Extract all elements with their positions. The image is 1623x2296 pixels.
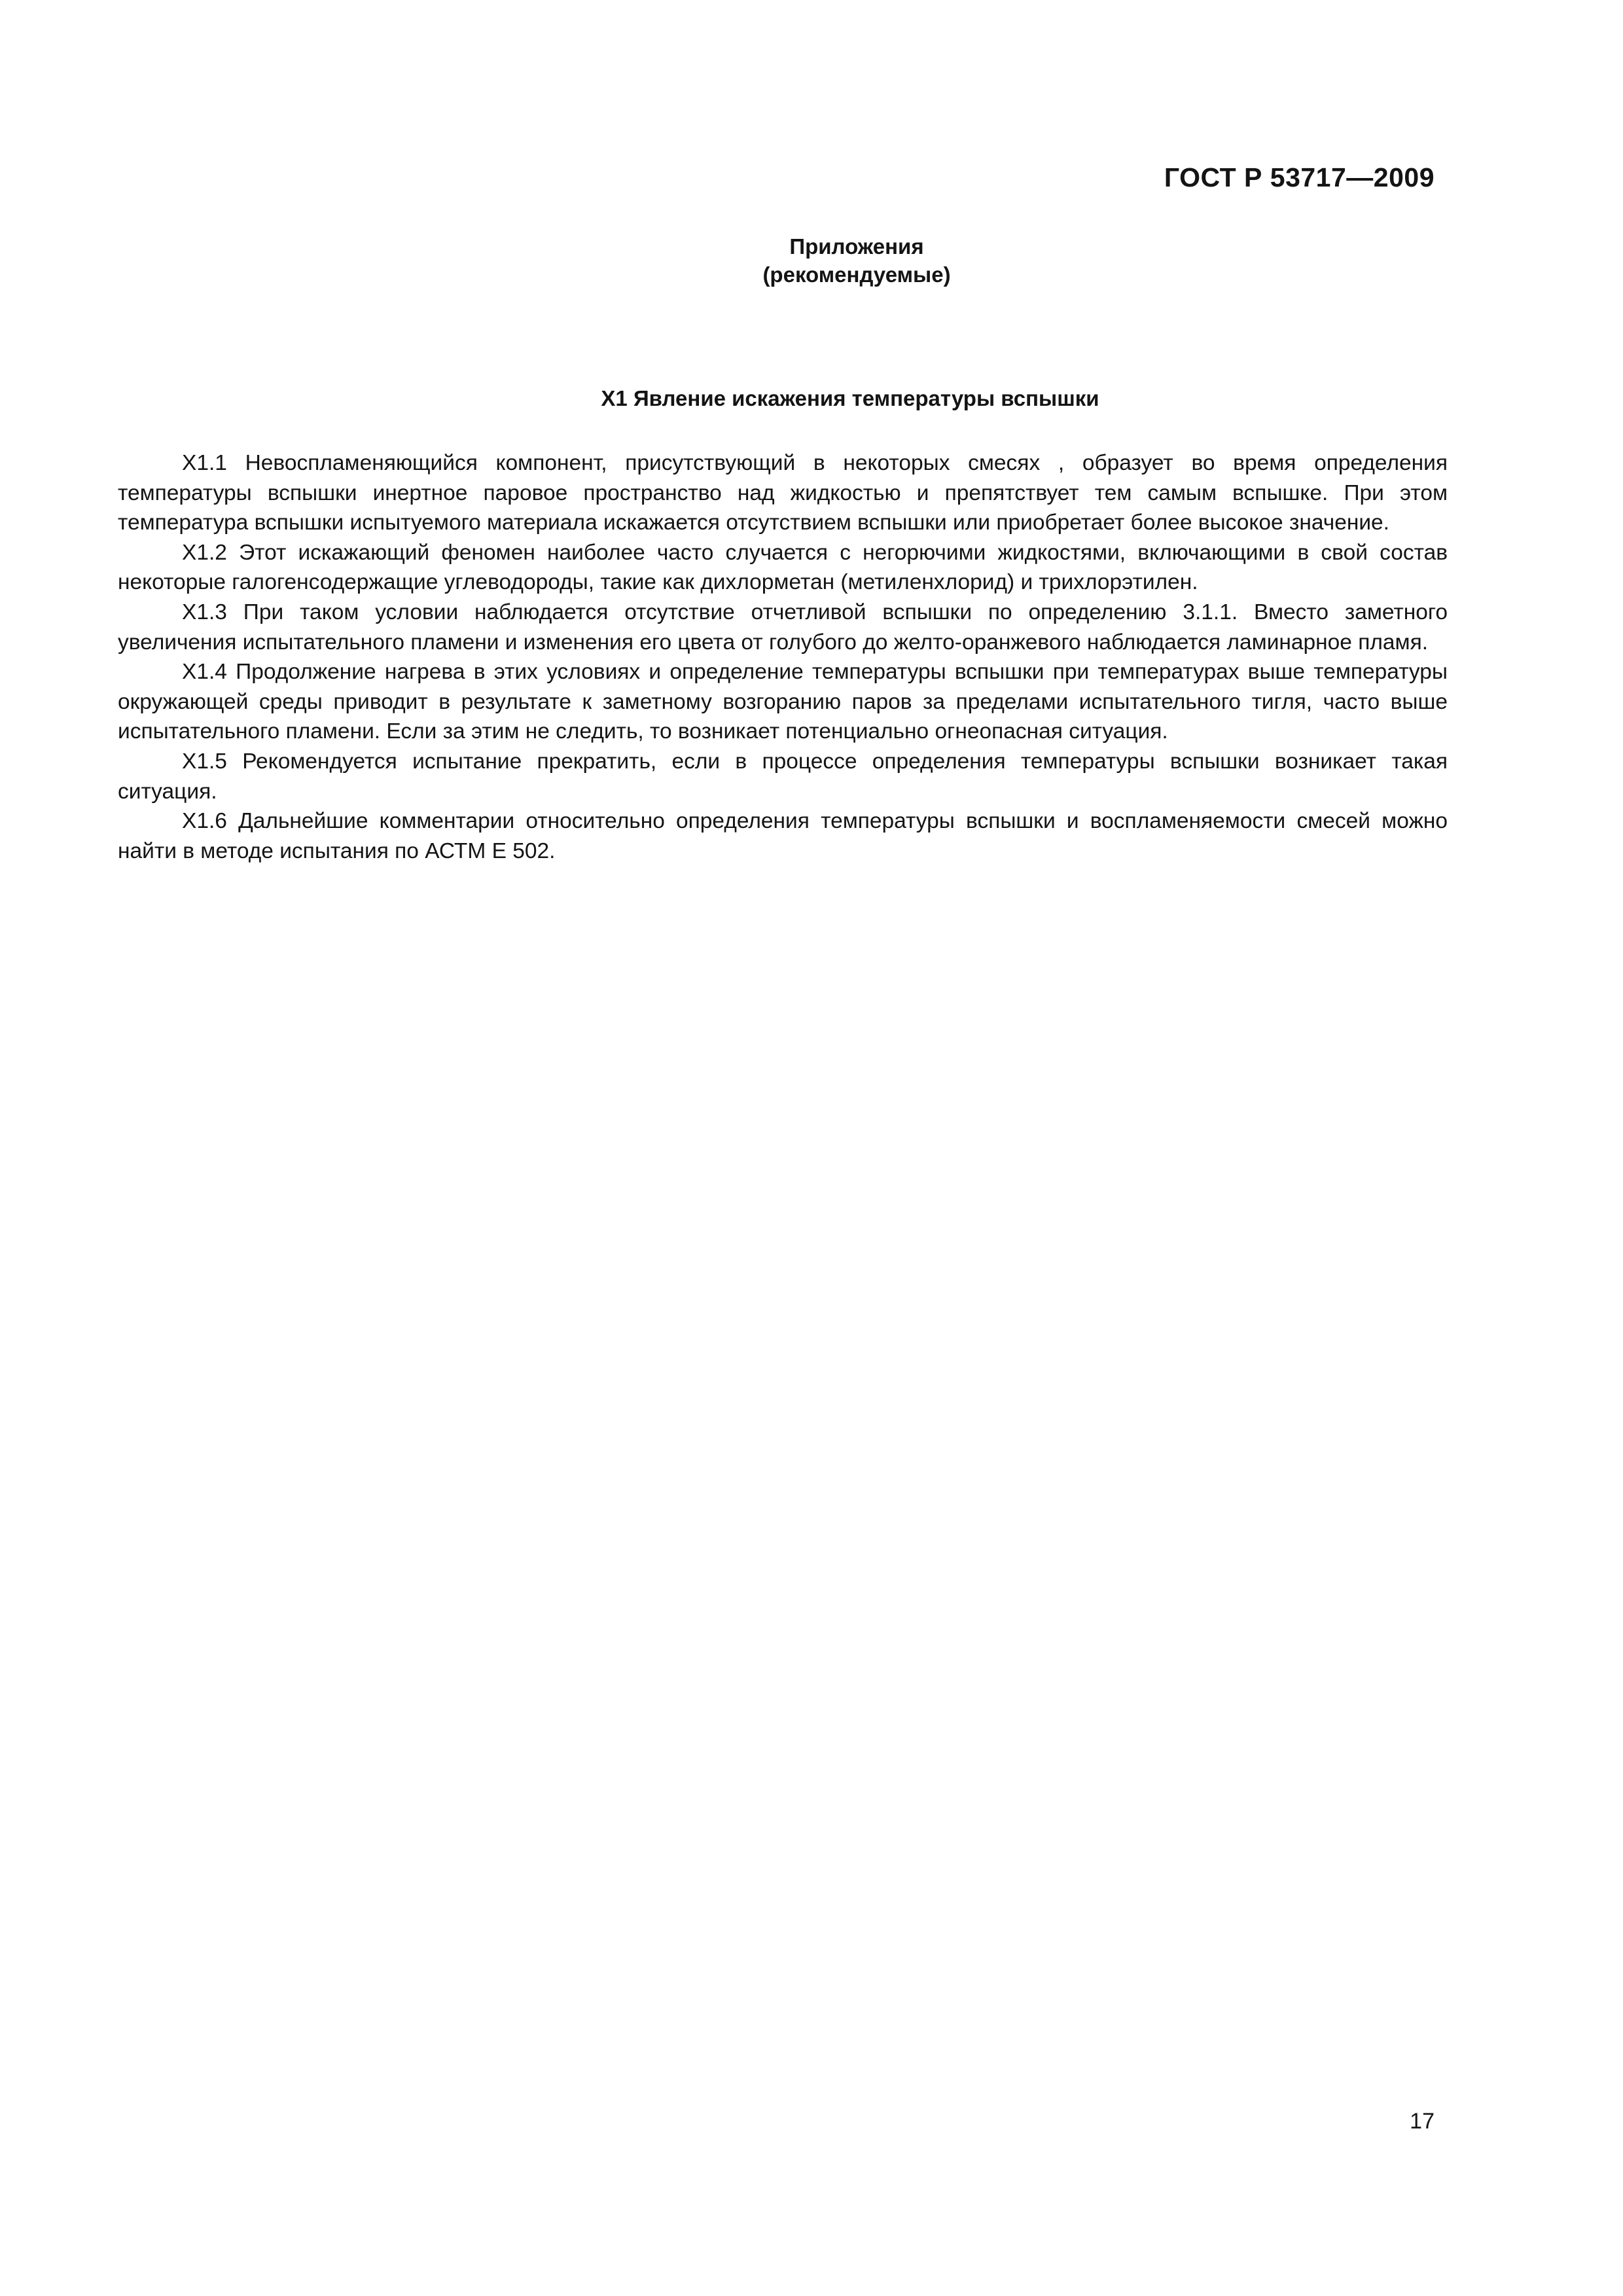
page-number: 17 — [1410, 2109, 1435, 2134]
paragraph-x1-2: X1.2 Этот искажающий феномен наиболее часто случается с негорючими жидкостями, включающими в свой состав некоторые галогенсодержащие углеводороды, такие как дихлорметан (метиленхлорид) и трихлорэтилен. — [118, 540, 1448, 595]
paragraph-x1-6: X1.6 Дальнейшие комментарии относительно определения температуры вспышки и воспламеняемости смесей можно найти в методе испытания по АСТМ Е 502. — [118, 809, 1448, 863]
paragraph-x1-3: X1.3 При таком условии наблюдается отсутствие отчетливой вспышки по определению 3.1.1. Вместо заметного увеличения испытательного пламени и изменения его цвета от голубого до желто-оранжевого наблюдается ламинарное пламя. — [118, 600, 1448, 655]
paragraph-x1-1: X1.1 Невоспламеняющийся компонент, присутствующий в некоторых смесях , образует во время определения температуры вспышки инертное паровое пространство над жидкостью и препятствует тем самым вспышке. При этом температура вспышки испытуемого материала искажается отсутствием вспышки или приобретает более высокое значение. — [118, 451, 1448, 535]
paragraph-x1-5: X1.5 Рекомендуется испытание прекратить, если в процессе определения температуры вспышки возникает такая ситуация. — [118, 749, 1448, 804]
section-body — [118, 448, 1448, 866]
section-title — [0, 386, 1623, 411]
annex-title: Приложения — [789, 234, 924, 259]
paragraph-x1-4: X1.4 Продолжение нагрева в этих условиях и определение температуры вспышки при температурах выше температуры окружающей среды приводит в результате к заметному возгоранию паров за пределами испытательного тигля, часто выше испытательного пламени. Если за этим не следить, то возникает потенциально огнеопасная ситуация. — [118, 660, 1448, 744]
annex-subtitle: (рекомендуемые) — [762, 262, 951, 287]
section-title-text: X1 Явление искажения температуры вспышки — [601, 386, 1099, 410]
annex-heading — [0, 232, 1623, 289]
document-code: ГОСТ Р 53717—2009 — [1164, 162, 1435, 192]
